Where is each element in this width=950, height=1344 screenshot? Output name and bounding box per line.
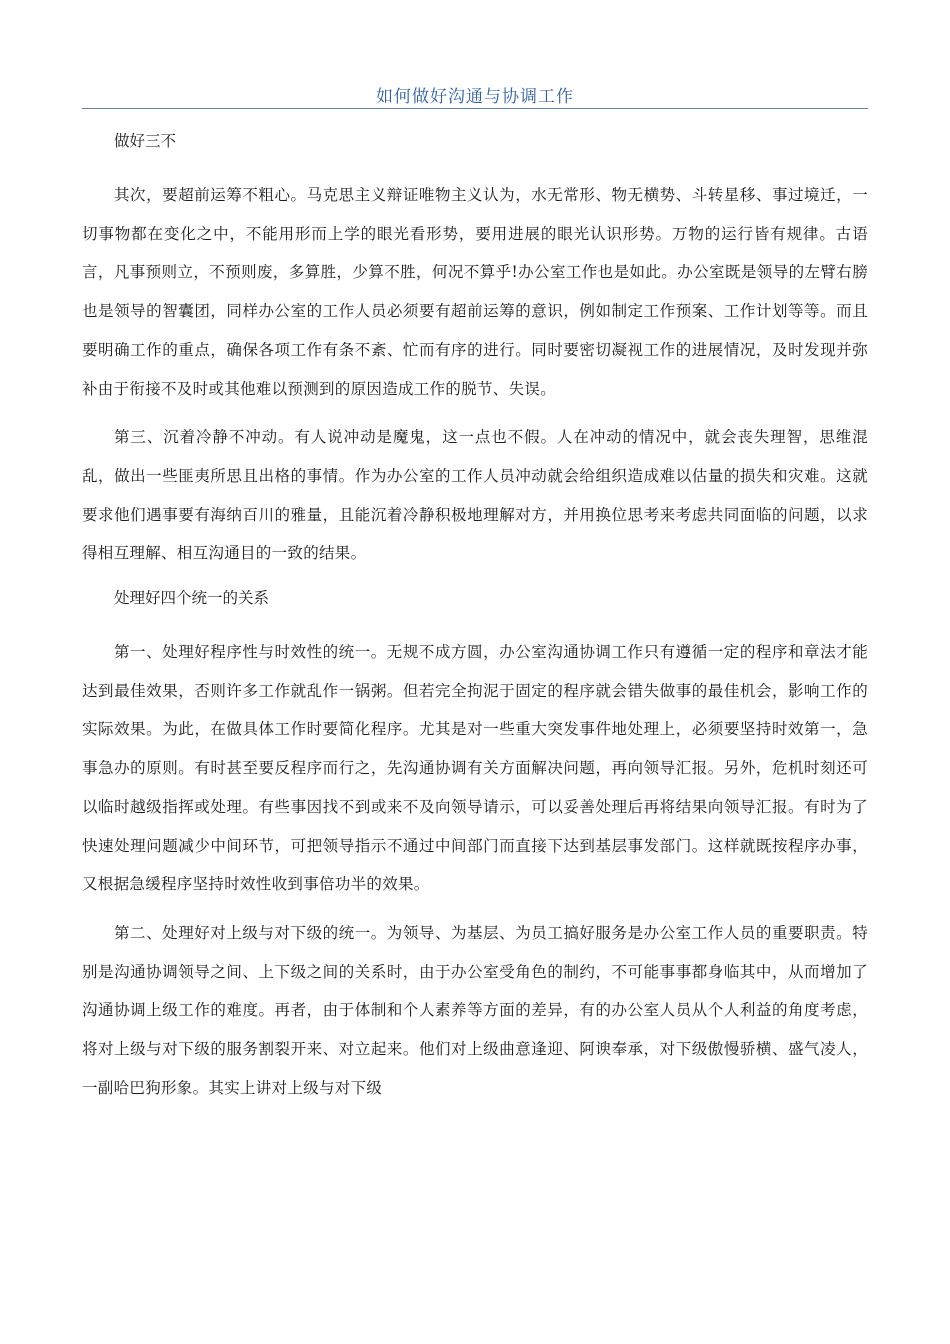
section-heading: 处理好四个统一的关系 — [114, 589, 270, 608]
section-heading: 做好三不 — [114, 132, 177, 150]
paragraph: 第二、处理好对上级与对下级的统一。为领导、为基层、为员工搞好服务是办公室工作人员的重要职责。特别是沟通协调领导之间、上下级之间的关系时，由于办公室受角色的制约，不可能事事都身临其中，从而增加了沟通协调上级工作的难度。再者，由于体制和个人素养等方面的差异，有的办公室人员从个人利益的角度考虑，将对上级与对下级的服务割裂开来、对立起来。他们对上级曲意逢迎、阿谀奉承，对下级傲慢骄横、盛气凌人，一副哈巴狗形象。其实上讲对上级与对下级 — [82, 923, 868, 1097]
paragraph: 其次，要超前运筹不粗心。马克思主义辩证唯物主义认为，水无常形、物无横势、斗转星移、事过境迁，一切事物都在变化之中，不能用形而上学的眼光看形势，要用进展的眼光认识形势。万物的运行皆有规律。古语言，凡事预则立，不预则废，多算胜，少算不胜，何况不算乎!办公室工作也是如此。办公室既是领导的左臂右膀也是领导的智囊团，同样办公室的工作人员必须要有超前运筹的意识，例如制定工作预案、工作计划等等。而且要明确工作的重点，确保各项工作有条不紊、忙而有序的进行。同时要密切凝视工作的进展情况，及时发现并弥补由于衔接不及时或其他难以预测到的原因造成工作的脱节、失误。 — [82, 186, 868, 398]
paragraph: 第三、沉着冷静不冲动。有人说冲动是魔鬼，这一点也不假。人在冲动的情况中，就会丧失理智，思维混乱，做出一些匪夷所思且出格的事情。作为办公室的工作人员冲动就会给组织造成难以估量的损失和灾难。这就要求他们遇事要有海纳百川的雅量，且能沉着冷静积极地理解对方，并用换位思考来考虑共同面临的问题，以求得相互理解、相互沟通目的一致的结果。 — [82, 428, 868, 563]
header-divider — [82, 108, 868, 109]
paragraph: 第一、处理好程序性与时效性的统一。无规不成方圆，办公室沟通协调工作只有遵循一定的程序和章法才能达到最佳效果，否则许多工作就乱作一锅粥。但若完全拘泥于固定的程序就会错失做事的最佳机会，影响工作的实际效果。为此，在做具体工作时要简化程序。尤其是对一些重大突发事件地处理上，必须要坚持时效第一，急事急办的原则。有时甚至要反程序而行之，先沟通协调有关方面解决问题，再向领导汇报。另外，危机时刻还可以临时越级指挥或处理。有些事因找不到或来不及向领导请示，可以妥善处理后再将结果向领导汇报。有时为了快速处理问题减少中间环节，可把领导指示不通过中间部门而直接下达到基层事发部门。这样就既按程序办事，又根据急缓程序坚持时效性收到事倍功半的效果。 — [82, 643, 868, 894]
document-body — [82, 126, 868, 1117]
header-title: 如何做好沟通与协调工作 — [376, 87, 574, 107]
